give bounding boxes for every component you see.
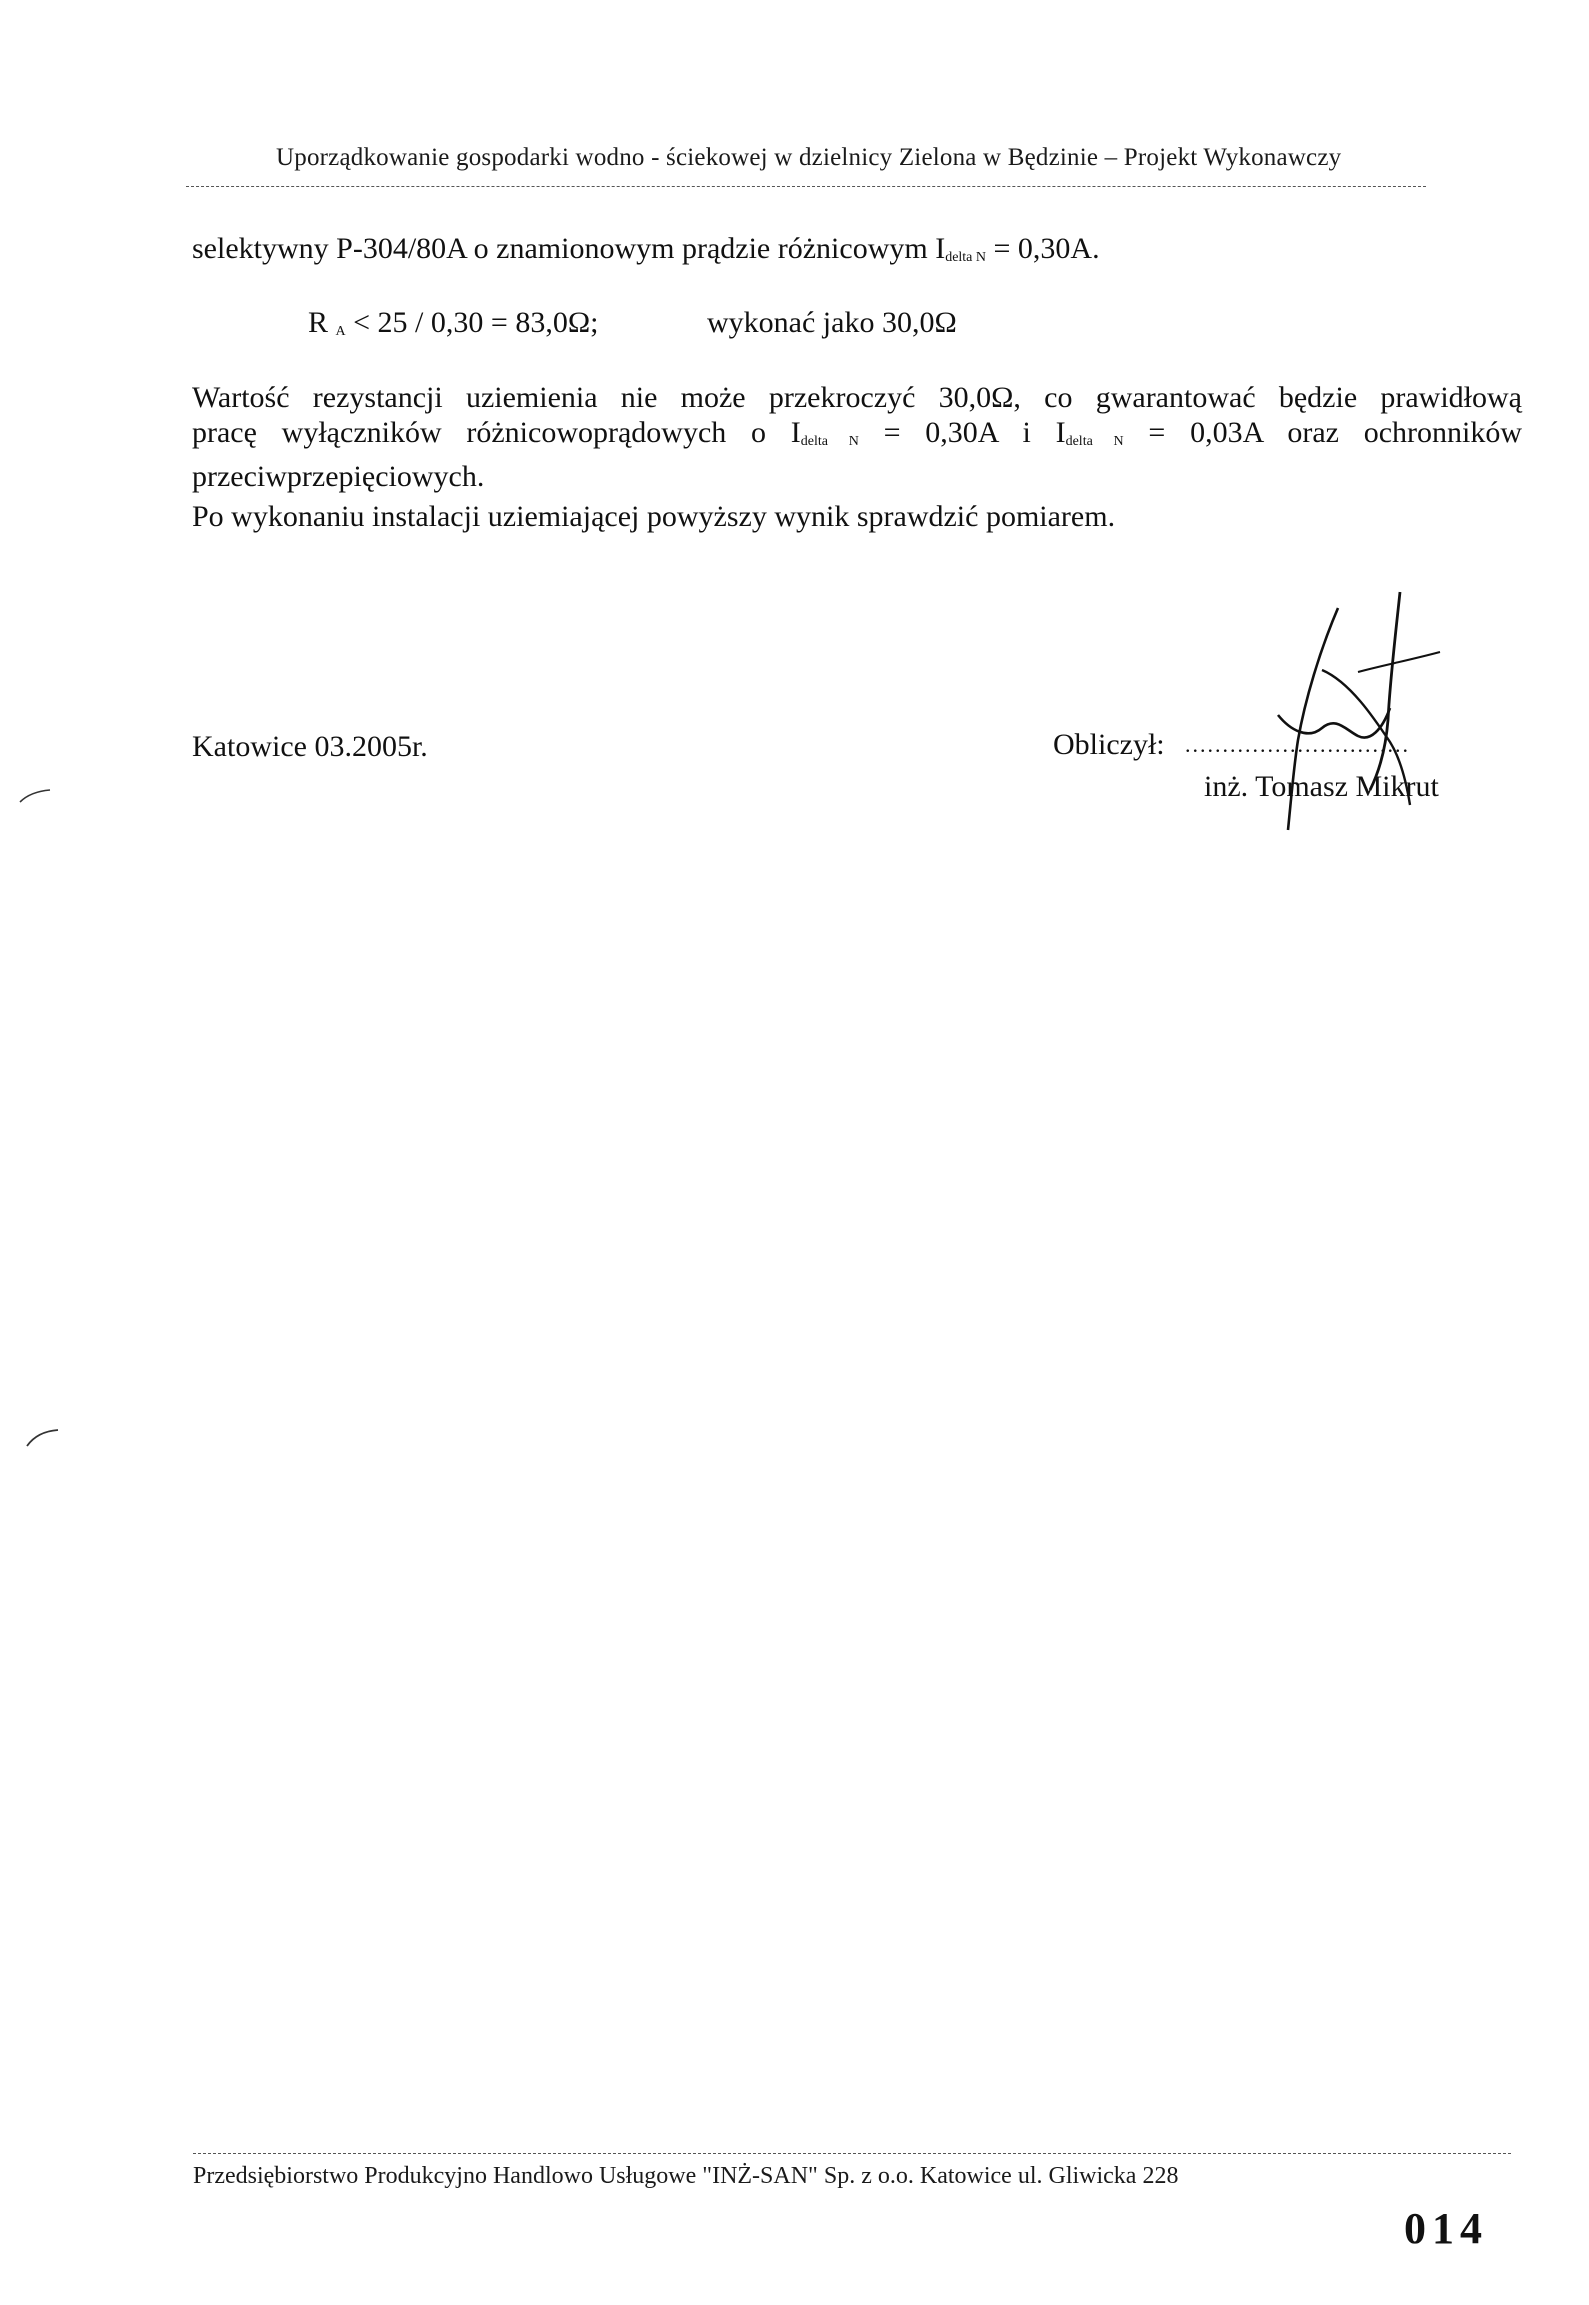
measurement-note: Po wykonaniu instalacji uziemiającej powyższy wynik sprawdzić pomiarem. <box>192 500 1116 533</box>
paragraph-subscript-1: delta N <box>800 434 859 449</box>
page-number: 014 <box>1404 2204 1488 2253</box>
paragraph-line-2-end: = 0,03A oraz ochronników <box>1123 416 1523 449</box>
paragraph-subscript-2: delta N <box>1065 434 1124 449</box>
paragraph-line-2-start: pracę wyłączników różnicowoprądowych o I <box>192 416 801 449</box>
document-header-title: Uporządkowanie gospodarki wodno - ściekowej w dzielnicy Zielona w Będzinie – Projekt Wykonawczy <box>276 144 1342 171</box>
paragraph-line-3: przeciwprzepięciowych. <box>192 460 485 493</box>
resistance-formula <box>308 304 598 351</box>
place-date: Katowice 03.2005r. <box>192 730 428 763</box>
handwritten-signature <box>1250 590 1450 850</box>
paragraph-line-1: Wartość rezystancji uziemienia nie może przekroczyć 30,0Ω, co gwarantować będzie prawidłową <box>192 381 1522 414</box>
calculated-by-label: Obliczył: <box>1053 728 1165 761</box>
resistance-paragraph <box>192 380 1522 494</box>
intro-line <box>192 230 1100 277</box>
formula-subscript: A <box>335 324 346 339</box>
formula-expression: < 25 / 0,30 = 83,0Ω; <box>345 306 599 339</box>
intro-text: selektywny P-304/80A o znamionowym prądzie różnicowym I <box>192 232 946 265</box>
footer-divider <box>193 2153 1511 2154</box>
paragraph-line-2 <box>192 415 1522 459</box>
formula-symbol: R <box>308 306 329 339</box>
signature-dotted-line: .............................. <box>1185 732 1410 757</box>
intro-subscript: delta N <box>945 250 987 265</box>
author-name: inż. Tomasz Mikrut <box>1204 770 1439 803</box>
intro-value: = 0,30A. <box>986 232 1100 265</box>
paragraph-line-2-middle: = 0,30A i I <box>858 416 1066 449</box>
company-footer: Przedsiębiorstwo Produkcyjno Handlowo Usługowe "INŻ-SAN" Sp. z o.o. Katowice ul. Gliwicka 228 <box>193 2163 1179 2189</box>
margin-mark-1 <box>16 786 56 806</box>
formula-instruction: wykonać jako 30,0Ω <box>707 306 957 339</box>
header-divider <box>186 186 1426 187</box>
margin-mark-2 <box>24 1426 64 1450</box>
